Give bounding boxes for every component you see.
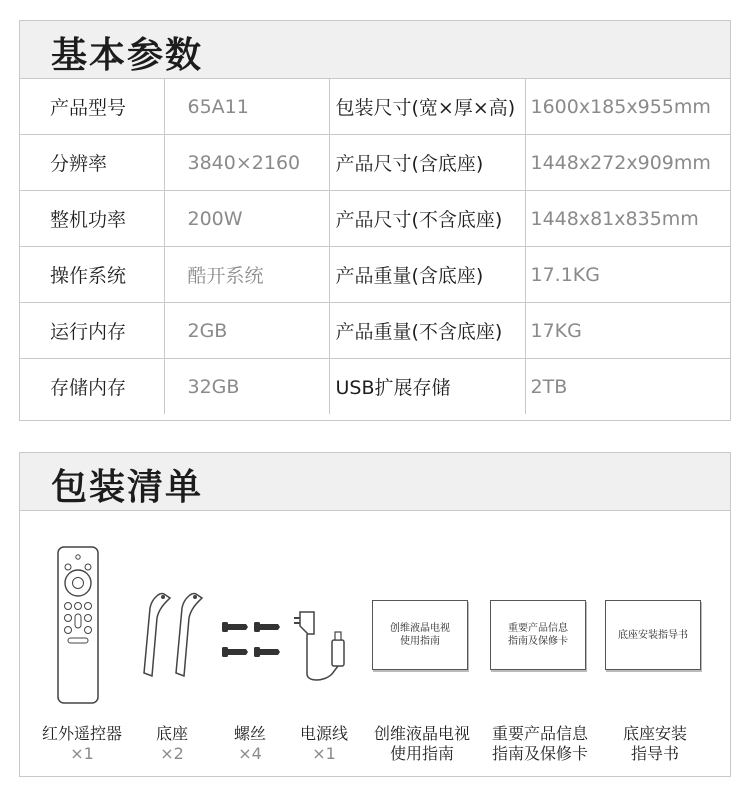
warranty-booklet-icon: 重要产品信息 指南及保修卡 (490, 600, 586, 670)
spec-value: 2GB (164, 303, 329, 359)
install-booklet-icon: 底座安装指导书 (605, 600, 701, 670)
package-item-name: 红外遥控器 (41, 724, 122, 743)
package-item-name: 底座 (155, 724, 188, 743)
power-cord-icon (292, 606, 354, 686)
remote-control-icon (56, 545, 100, 705)
table-row (20, 191, 731, 247)
spec-key: 产品重量(含底座) (329, 247, 525, 303)
spec-key: 产品重量(不含底座) (329, 303, 525, 359)
table-row (20, 135, 731, 191)
package-item-label (362, 724, 482, 764)
spec-value: 1600x185x955mm (525, 79, 731, 135)
spec-title: 基本参数 (51, 35, 204, 76)
package-item-name: 螺丝 (233, 724, 266, 743)
spec-value: 17KG (525, 303, 731, 359)
spec-section (19, 20, 731, 421)
package-item-qty: ×4 (238, 744, 262, 763)
spec-key: 运行内存 (20, 303, 164, 359)
table-row (20, 247, 731, 303)
spec-key: 产品型号 (20, 79, 164, 135)
spec-key: 存储内存 (20, 359, 164, 415)
screw-icon (220, 618, 282, 662)
stand-icon (140, 588, 212, 680)
package-item-label (480, 724, 600, 764)
spec-value: 200W (164, 191, 329, 247)
spec-key: 产品尺寸(含底座) (329, 135, 525, 191)
package-item-qty: ×2 (160, 744, 184, 763)
table-row (20, 303, 731, 359)
package-item-qty: 指南及保修卡 (491, 744, 588, 763)
package-item-name: 电源线 (299, 724, 348, 743)
spec-value: 65A11 (164, 79, 329, 135)
spec-value: 32GB (164, 359, 329, 415)
package-item-name: 重要产品信息 (491, 724, 588, 743)
spec-value: 1448x272x909mm (525, 135, 731, 191)
table-row (20, 359, 731, 415)
spec-key: 分辨率 (20, 135, 164, 191)
package-item-name: 底座安装 (622, 724, 687, 743)
package-item-name: 创维液晶电视 (373, 724, 470, 743)
spec-table (20, 79, 731, 414)
spec-key: 产品尺寸(不含底座) (329, 191, 525, 247)
table-row (20, 79, 731, 135)
spec-key: 包装尺寸(宽×厚×高) (329, 79, 525, 135)
spec-key: USB扩展存储 (329, 359, 525, 415)
package-item-qty: 使用指南 (389, 744, 454, 763)
spec-key: 操作系统 (20, 247, 164, 303)
package-item-qty: ×1 (70, 744, 94, 763)
spec-header (20, 21, 730, 79)
package-item-label (595, 724, 715, 764)
spec-value: 3840×2160 (164, 135, 329, 191)
package-header (20, 453, 730, 511)
spec-value: 1448x81x835mm (525, 191, 731, 247)
manual-booklet-icon: 创维液晶电视 使用指南 (372, 600, 468, 670)
package-item-qty: 指导书 (630, 744, 679, 763)
package-item-qty: ×1 (312, 744, 336, 763)
spec-key: 整机功率 (20, 191, 164, 247)
spec-value: 17.1KG (525, 247, 731, 303)
package-title: 包装清单 (51, 467, 204, 508)
spec-value: 酷开系统 (164, 247, 329, 303)
spec-value: 2TB (525, 359, 731, 415)
